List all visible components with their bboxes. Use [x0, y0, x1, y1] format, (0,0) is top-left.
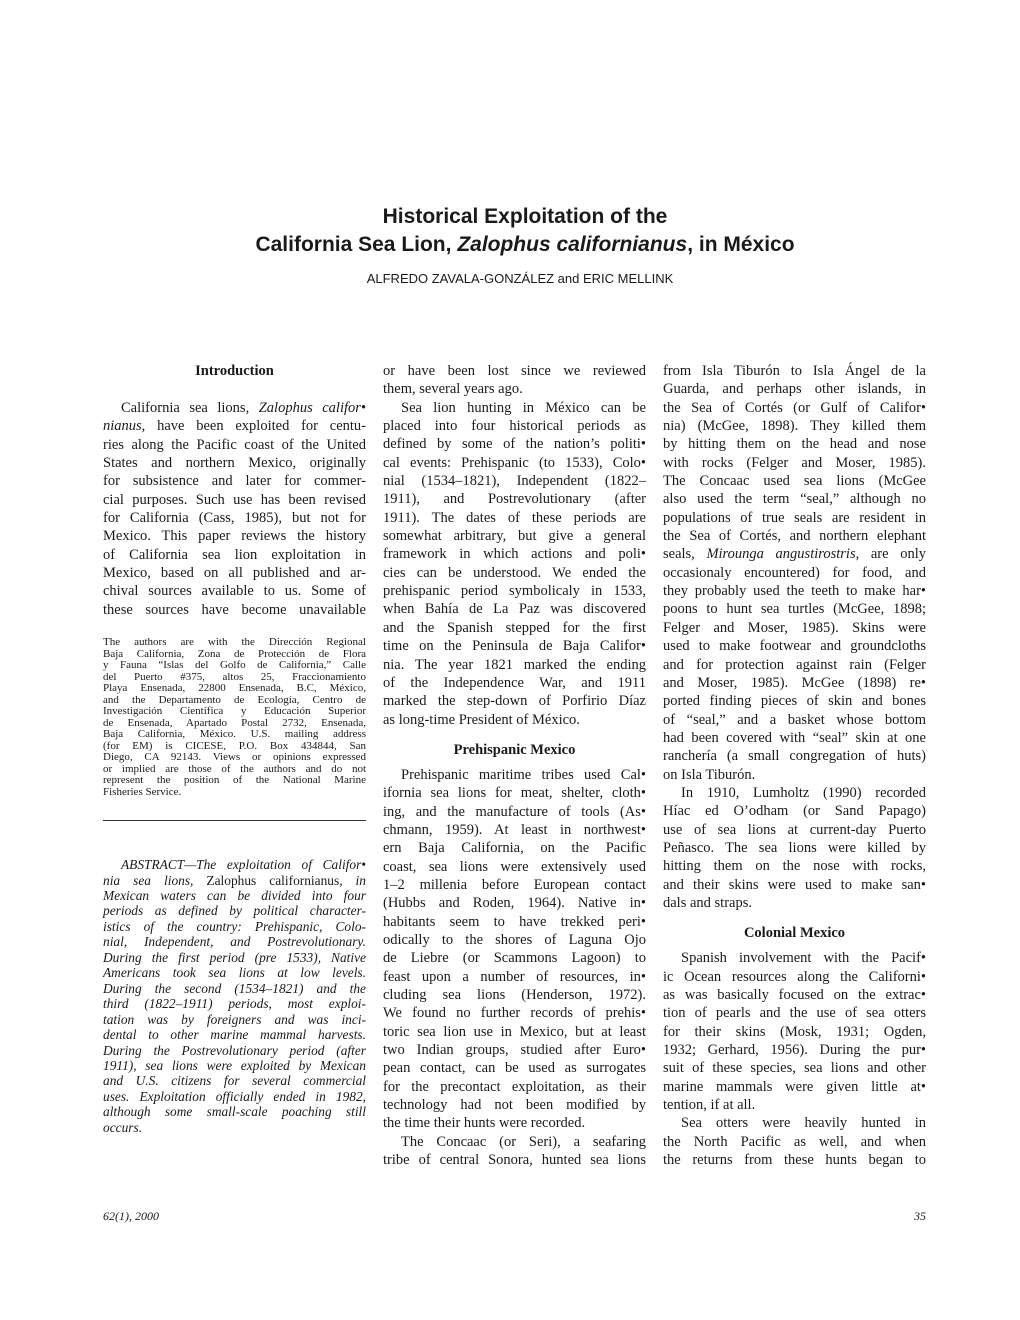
- text-line: Investigación Científica y Educación Superior: [103, 705, 366, 718]
- text: nia sea lions,: [103, 872, 207, 888]
- text-line: ic Ocean resources along the Californi•: [663, 968, 926, 985]
- text-line: defined by some of the nation’s politi•: [383, 436, 646, 453]
- text-line: also used the term “seal,” although no: [663, 491, 926, 508]
- paragraph: [383, 1133, 646, 1170]
- paragraph: [103, 399, 366, 619]
- text-line: the time their hunts were recorded.: [383, 1115, 586, 1132]
- text-line: for the precontact exploitation, as their: [383, 1078, 646, 1095]
- text-line: on Isla Tiburón.: [663, 766, 756, 783]
- text-line: Spanish involvement with the Pacif•: [681, 950, 926, 967]
- paragraph: [663, 362, 926, 784]
- column-3: [663, 362, 926, 1169]
- text-line: occasionaly encountered) for food, and: [663, 564, 926, 581]
- text-line: Baja California, Zona de Protección de Flora: [103, 647, 366, 660]
- text-line: with rocks (Felger and Moser, 1985).: [663, 454, 926, 471]
- text-line: poons to hunt sea turtles (McGee, 1898;: [663, 601, 926, 618]
- species-name: Zalophus californianus: [457, 233, 688, 256]
- text-line: ifornia sea lions for meat, shelter, cloth•: [383, 785, 646, 802]
- text-line: marked the step-down of Porfirio Díaz: [383, 693, 646, 710]
- text-line: [103, 417, 366, 435]
- text-line: istics of the country: Prehispanic, Colo-: [103, 918, 366, 934]
- text: , have been exploited for centu-: [141, 418, 366, 435]
- text-line: and the Departamento de Ecología, Centro de: [103, 693, 366, 706]
- text-line: de Liebre (or Scammons Lagoon) to: [383, 950, 646, 967]
- text-line: these sources have become unavailable: [103, 601, 366, 618]
- text-line: technology had not been modified by: [383, 1097, 646, 1114]
- text-line: placed into four historical periods as: [383, 418, 646, 435]
- section-heading: Introduction: [195, 363, 274, 379]
- text-line: of the Independence War, and 1911: [383, 674, 646, 691]
- text-line: In 1910, Lumholtz (1990) recorded: [681, 784, 926, 801]
- footnote-rule: [103, 820, 366, 821]
- text-line: cluding sea lions (Henderson, 1972).: [383, 987, 646, 1003]
- footnote: [103, 637, 366, 798]
- text-line: and for protection against rain (Felger: [663, 656, 926, 673]
- text-line: Felger and Moser, 1985). Skins were: [663, 619, 926, 636]
- text-line: the Sea of Cortés (or Gulf of Califor•: [663, 399, 926, 416]
- text-line: We found no further records of prehis•: [383, 1005, 646, 1022]
- text-line: ries along the Pacific coast of the United: [103, 436, 366, 453]
- text-line: represent the position of the National Marine: [103, 774, 366, 787]
- text-line: toric sea lion use in Mexico, but at least: [383, 1023, 646, 1040]
- text-line: the returns from these hunts began to: [663, 1152, 926, 1169]
- text-line: Guarda, and perhaps other islands, in: [663, 381, 926, 398]
- text-line: Americans took sea lions at low levels.: [103, 965, 366, 981]
- text-line: as long-time President of México.: [383, 711, 580, 728]
- text-line: nial (1534–1821), Independent (1822–: [383, 473, 646, 490]
- text-line: used to make footwear and groundcloths: [663, 638, 926, 655]
- text-line: dals and straps.: [663, 894, 752, 911]
- text-line: tribe of central Sonora, hunted sea lions: [383, 1152, 646, 1169]
- text-line: y Fauna “Islas del Golfo de California,” Calle: [103, 659, 366, 672]
- column-2: [383, 362, 646, 1169]
- text-line: of California sea lion exploitation in: [103, 546, 366, 563]
- text-line: [103, 399, 366, 417]
- text: , are only: [855, 546, 926, 563]
- text-line: de Ensenada, Apartado Postal 2732, Ensenada,: [103, 716, 366, 729]
- text-line: use of sea lions at current-day Puerto: [663, 821, 926, 838]
- article-title: [0, 203, 1020, 259]
- text-line: prehispanic period symbolicaly in 1533,: [383, 583, 646, 600]
- text-line: and U.S. citizens for several commercial: [103, 1073, 366, 1089]
- text-line: suit of these species, sea lions and other: [663, 1060, 926, 1077]
- authors: ALFREDO ZAVALA-GONZÁLEZ and ERIC MELLINK: [366, 271, 674, 286]
- section-heading: Colonial Mexico: [743, 925, 846, 942]
- text-line: them, several years ago.: [383, 381, 523, 398]
- text-line: 1–2 millenia before European contact: [383, 876, 646, 893]
- text-line: the Sea of Cortés, and northern elephant: [663, 528, 926, 545]
- text-line: marine mammals were given little at•: [663, 1078, 926, 1095]
- text-line: the North Pacific as well, and when: [663, 1133, 926, 1150]
- italic-text: nianus: [103, 418, 142, 435]
- text-line: Baja California, México. U.S. mailing address: [103, 728, 366, 741]
- text-line: framework in which actions and poli•: [383, 546, 646, 563]
- text-line: had been covered with “seal” skin at one: [663, 729, 926, 746]
- paragraph: [383, 362, 646, 399]
- text-line: and Moser, 1985). McGee (1898) re•: [663, 674, 926, 691]
- text-line: 1932; Gerhard, 1956). During the pur•: [663, 1042, 926, 1059]
- text-line: During the first period (pre 1533), Native: [103, 949, 366, 965]
- text-line: States and northern Mexico, originally: [103, 455, 366, 472]
- text-line: tention, if at all.: [663, 1097, 756, 1114]
- text-line: Playa Ensenada, 22800 Ensenada, B.C, México,: [103, 682, 366, 695]
- issue-number: 62(1), 2000: [103, 1209, 159, 1223]
- text-line: 1911). The dates of these periods are: [383, 509, 646, 526]
- text-line: Prehispanic maritime tribes used Cal•: [401, 766, 646, 783]
- text-line: for their skins (Mosk, 1931; Ogden,: [663, 1023, 926, 1040]
- title-line-1: Historical Exploitation of the: [382, 205, 668, 228]
- text-line: uses. Exploitation officially ended in 1982,: [103, 1088, 366, 1104]
- text-line: for subsistence and later for commer-: [103, 473, 366, 490]
- text-line: as was basically focused on the extrac•: [663, 987, 926, 1003]
- paragraph: [663, 949, 926, 1114]
- text-line: del Puerto #375, altos 25, Fraccionamiento: [103, 670, 366, 683]
- text-line: ern Baja California, on the Pacific: [383, 840, 646, 857]
- text-line: or implied are those of the authors and do not: [103, 762, 366, 775]
- text-line: tation was by foreigners and was inci-: [103, 1011, 366, 1027]
- text-line: coast, sea lions were extensively used: [383, 858, 646, 875]
- text-line: although some small-scale poaching still: [103, 1104, 366, 1120]
- text-line: The Concaac used sea lions (McGee: [663, 473, 926, 490]
- text-line: (Hubbs and Roden, 1964). Native in•: [383, 895, 646, 912]
- text-line: dental to other marine mammal harvests.: [103, 1027, 366, 1043]
- text-line: from Isla Tiburón to Isla Ángel de la: [663, 363, 926, 379]
- italic-text: Zalophus californianus: [206, 872, 340, 888]
- title-text: California Sea Lion,: [255, 233, 458, 256]
- text-line: Peñasco. The sea lions were killed by: [663, 839, 926, 856]
- title-text: , in México: [687, 233, 795, 256]
- paragraph: [383, 766, 646, 1133]
- text-line: or have been lost since we reviewed: [383, 363, 646, 379]
- text-line: chival sources available to us. Some of: [103, 583, 366, 600]
- text-line: ported finding pieces of skin and bones: [663, 693, 926, 710]
- text-line: cal events: Prehispanic (to 1533), Colo•: [383, 454, 646, 471]
- text-line: Diego, CA 92143. Views or opinions expressed: [103, 751, 366, 764]
- text-line: somewhat arbitrary, but give a general: [383, 528, 646, 545]
- text-line: ABSTRACT—The exploitation of Califor•: [121, 857, 366, 873]
- text-line: two Indian groups, studied after Euro•: [383, 1042, 646, 1059]
- text-line: cial purposes. Such use has been revised: [103, 491, 366, 508]
- text-line: chmann, 1959). At least in northwest•: [383, 821, 646, 838]
- text-line: for California (Cass, 1985), but not for: [103, 510, 366, 527]
- text-line: During the Postrevolutionary period (after: [103, 1042, 366, 1058]
- text-line: Mexico, based on all published and ar-: [103, 565, 366, 582]
- italic-text: Mirounga angustirostris: [706, 546, 856, 563]
- text-line: ing, and the manufacture of tools (As•: [383, 803, 646, 820]
- text-line: ranchería (a small congregation of huts): [663, 748, 926, 765]
- text-line: when Bahía de La Paz was discovered: [383, 601, 646, 618]
- text-line: third (1822–1911) periods, most exploi-: [103, 996, 366, 1012]
- text-line: The authors are with the Dirección Regional: [103, 636, 366, 649]
- text-line: During the second (1534–1821) and the: [103, 980, 366, 996]
- text-line: Híac ed O’odham (or Sand Papago): [663, 803, 926, 820]
- text-line: Fisheries Service.: [103, 785, 182, 798]
- text-line: 1911), and Postrevolutionary (after: [383, 491, 646, 508]
- text-line: habitants seem to have trekked peri•: [383, 913, 646, 930]
- text-line: Mexican waters can be divided into four: [103, 888, 366, 904]
- text-line: periods as defined by political character-: [103, 903, 366, 919]
- text-line: and their skins were used to make san•: [663, 876, 926, 893]
- text-line: and the Spanish stepped for the first: [383, 619, 646, 636]
- title-line-2: [0, 231, 1020, 259]
- abstract: [103, 857, 366, 1135]
- text-line: they probably used the teeth to make har•: [663, 583, 926, 600]
- section-heading: Prehispanic Mexico: [453, 741, 576, 758]
- text-line: by hitting them on the head and nose: [663, 436, 926, 453]
- text-line: [663, 545, 926, 563]
- text: California sea lions,: [121, 400, 259, 416]
- text-line: nia) (McGee, 1898). They killed them: [663, 418, 926, 435]
- text-line: odically to the shores of Laguna Ojo: [383, 931, 646, 948]
- text-line: tion of pearls and the use of sea otters: [663, 1005, 926, 1022]
- text-line: hitting them on the nose with rocks,: [663, 858, 926, 875]
- text-line: Sea otters were heavily hunted in: [681, 1115, 926, 1132]
- text-line: (for EM) is CICESE, P.O. Box 434844, San: [103, 739, 366, 752]
- page-number: 35: [914, 1209, 926, 1223]
- text-line: nia. The year 1821 marked the ending: [383, 656, 646, 673]
- text-line: Mexico. This paper reviews the history: [103, 528, 366, 545]
- text-line: [103, 873, 366, 888]
- text-line: of “seal,” and a basket whose bottom: [663, 711, 926, 728]
- text-line: time on the Peninsula de Baja Califor•: [383, 638, 646, 655]
- paragraph: [663, 1114, 926, 1169]
- text-line: Sea lion hunting in México can be: [401, 399, 646, 416]
- text-line: occurs.: [103, 1119, 143, 1135]
- text-line: cies can be understood. We ended the: [383, 564, 646, 581]
- italic-text: Zalophus califor•: [258, 400, 366, 416]
- text-line: populations of true seals are resident in: [663, 509, 926, 526]
- text: , in: [339, 872, 366, 888]
- text-line: feast upon a number of resources, in•: [383, 968, 646, 985]
- paragraph: [383, 399, 646, 729]
- text: seals,: [663, 546, 707, 563]
- text-line: The Concaac (or Seri), a seafaring: [401, 1133, 646, 1150]
- column-1: [103, 362, 366, 1135]
- paragraph: [663, 784, 926, 912]
- text-line: nial, Independent, and Postrevolutionary.: [103, 934, 366, 950]
- text-line: 1911), sea lions were exploited by Mexican: [103, 1058, 366, 1074]
- text-line: pean contact, can be used as surrogates: [383, 1060, 646, 1077]
